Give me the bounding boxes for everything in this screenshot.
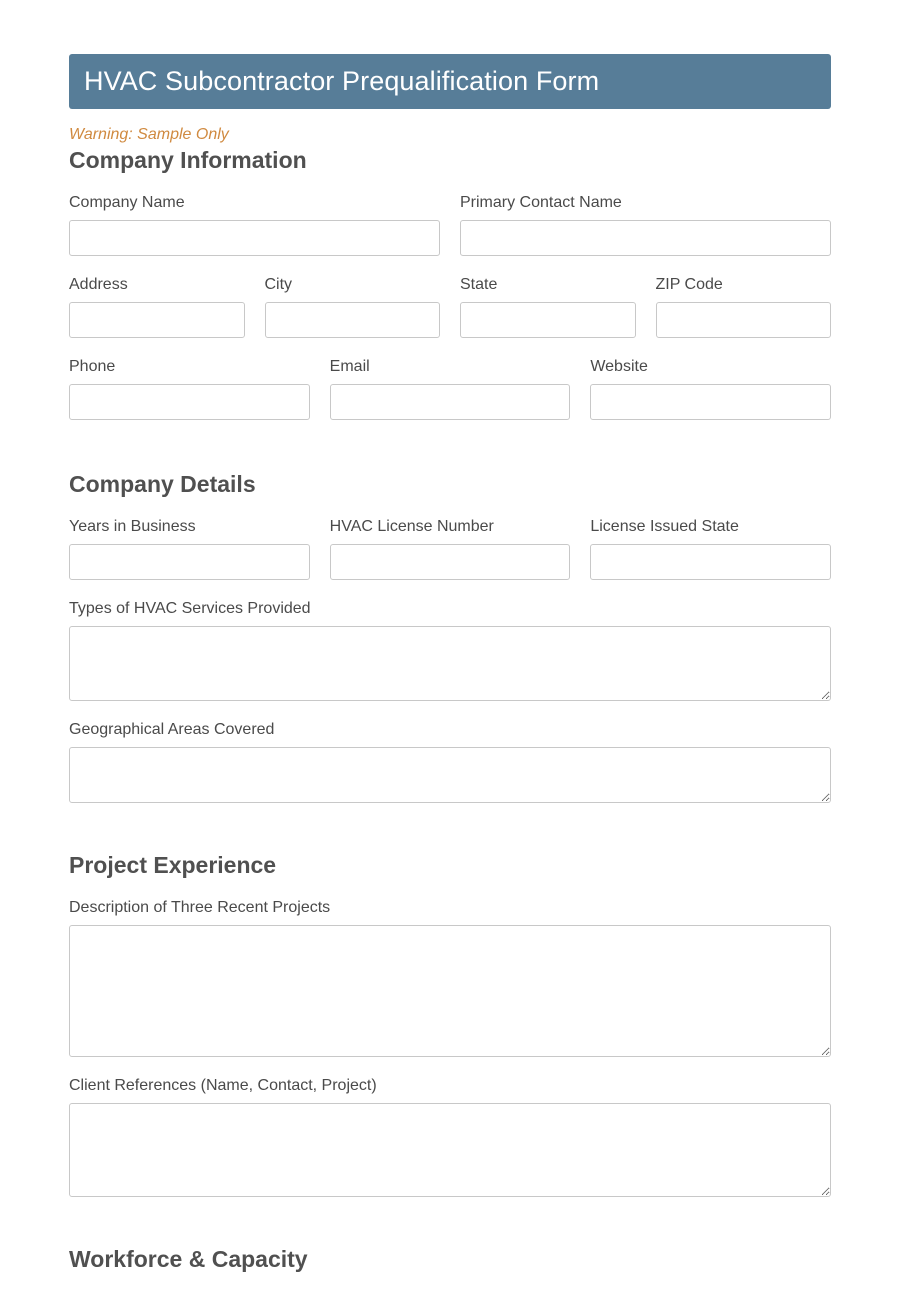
years-in-business-input[interactable]: [69, 544, 310, 580]
email-field-group: [330, 358, 571, 420]
section-title-project-experience: Project Experience: [69, 852, 277, 878]
services-label: Types of HVAC Services Provided: [69, 600, 311, 617]
address-field-group: [69, 276, 245, 338]
city-label: City: [264, 276, 293, 293]
zip-input[interactable]: [656, 302, 832, 338]
references-field-group: [69, 1077, 831, 1197]
primary-contact-label: Primary Contact Name: [460, 194, 622, 211]
projects-field-group: [69, 899, 831, 1057]
license-row: [69, 518, 831, 580]
email-label: Email: [329, 358, 370, 375]
state-field-group: [460, 276, 636, 338]
zip-label: ZIP Code: [655, 276, 723, 293]
license-state-label: License Issued State: [590, 518, 739, 535]
phone-field-group: [69, 358, 310, 420]
areas-field-group: [69, 721, 831, 803]
address-label: Address: [69, 276, 128, 293]
license-number-label: HVAC License Number: [329, 518, 494, 535]
references-row: [69, 1077, 831, 1197]
website-field-group: [590, 358, 831, 420]
years-label: Years in Business: [69, 518, 196, 535]
state-label: State: [460, 276, 498, 293]
references-textarea[interactable]: [69, 1103, 831, 1197]
city-field-group: [265, 276, 441, 338]
primary-contact-field-group: [460, 194, 831, 256]
projects-textarea[interactable]: [69, 925, 831, 1057]
areas-label: Geographical Areas Covered: [69, 721, 275, 738]
references-label: Client References (Name, Contact, Project): [69, 1077, 377, 1094]
years-field-group: [69, 518, 310, 580]
services-row: [69, 600, 831, 701]
areas-row: [69, 721, 831, 803]
company-name-input[interactable]: [69, 220, 440, 256]
license-number-input[interactable]: [330, 544, 571, 580]
company-name-label: Company Name: [69, 194, 185, 211]
section-title-company-details: Company Details: [69, 471, 256, 497]
company-name-field-group: [69, 194, 440, 256]
city-input[interactable]: [265, 302, 441, 338]
website-label: Website: [590, 358, 648, 375]
section-title-workforce: Workforce & Capacity: [69, 1246, 308, 1272]
phone-input[interactable]: [69, 384, 310, 420]
form-header: [69, 54, 831, 109]
license-state-field-group: [590, 518, 831, 580]
license-number-field-group: [330, 518, 571, 580]
address-input[interactable]: [69, 302, 245, 338]
section-title-company-information: Company Information: [69, 147, 307, 173]
website-input[interactable]: [590, 384, 831, 420]
services-textarea[interactable]: [69, 626, 831, 701]
form-title: HVAC Subcontractor Prequalification Form: [84, 66, 600, 96]
projects-row: [69, 899, 831, 1057]
license-state-input[interactable]: [590, 544, 831, 580]
warning-note: Warning: Sample Only: [69, 126, 229, 143]
areas-textarea[interactable]: [69, 747, 831, 803]
company-name-row: [69, 194, 831, 256]
contact-row: [69, 358, 831, 420]
form-page: [69, 54, 831, 1273]
state-input[interactable]: [460, 302, 636, 338]
projects-label: Description of Three Recent Projects: [69, 899, 331, 916]
services-field-group: [69, 600, 831, 701]
phone-label: Phone: [69, 358, 116, 375]
primary-contact-input[interactable]: [460, 220, 831, 256]
address-row: [69, 276, 831, 338]
zip-field-group: [656, 276, 832, 338]
email-input[interactable]: [330, 384, 571, 420]
